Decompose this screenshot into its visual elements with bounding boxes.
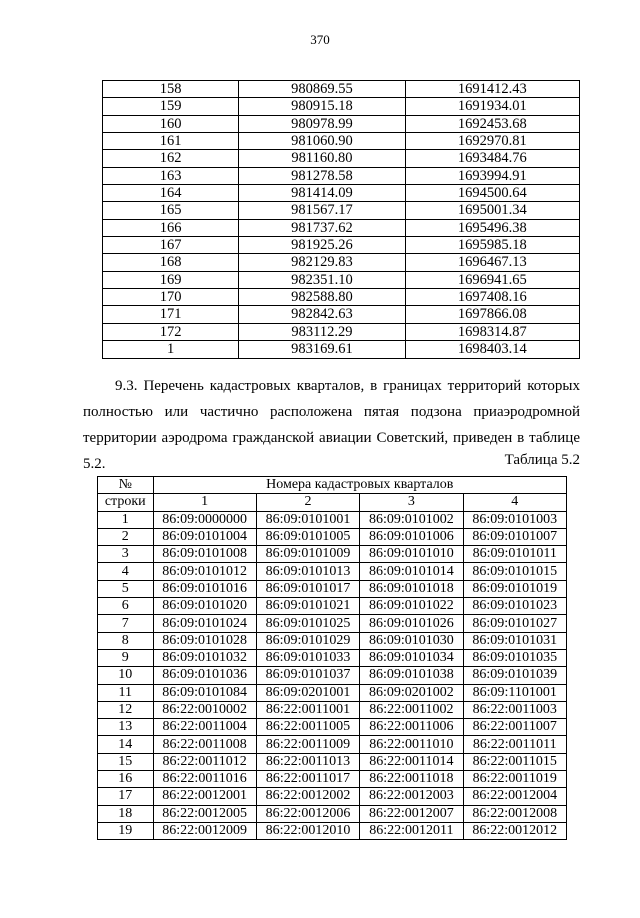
row-number: 11: [98, 684, 154, 701]
table-cell: 162: [103, 150, 239, 167]
row-number: 5: [98, 580, 154, 597]
table-cell: 86:09:0101012: [153, 563, 256, 580]
table-cell: 1692970.81: [405, 133, 579, 150]
table-cell: 1695001.34: [405, 202, 579, 219]
row-number: 15: [98, 753, 154, 770]
table-cell: 86:09:0101011: [463, 546, 566, 563]
column-number: 2: [256, 494, 359, 511]
table-cell: 1695985.18: [405, 237, 579, 254]
table-cell: 86:22:0011011: [463, 736, 566, 753]
row-number: 12: [98, 701, 154, 718]
row-number: 10: [98, 667, 154, 684]
table-cell: 86:09:0101023: [463, 598, 566, 615]
table-cell: 1696467.13: [405, 254, 579, 271]
table-cell: 86:09:0101033: [256, 649, 359, 666]
table-cell: 86:09:0101084: [153, 684, 256, 701]
row-number: 17: [98, 788, 154, 805]
table-cell: 86:22:0011018: [360, 771, 463, 788]
table-cell: 1: [103, 341, 239, 358]
table-row: [98, 632, 567, 649]
table-cell: 86:22:0010002: [153, 701, 256, 718]
table-cell: 1698314.87: [405, 323, 579, 340]
table-row: [103, 306, 580, 323]
table-cell: 86:09:0101037: [256, 667, 359, 684]
table-cell: 86:09:0101031: [463, 632, 566, 649]
column-number: 4: [463, 494, 566, 511]
table-cell: 86:09:0101030: [360, 632, 463, 649]
table-cell: 86:09:0101038: [360, 667, 463, 684]
table-row: [103, 202, 580, 219]
table-row: [98, 822, 567, 839]
table-cell: 981278.58: [239, 167, 405, 184]
table-cell: 1692453.68: [405, 115, 579, 132]
row-number: 4: [98, 563, 154, 580]
table-cell: 86:09:0101001: [256, 511, 359, 528]
table-cell: 86:22:0012008: [463, 805, 566, 822]
table-header-row: [98, 494, 567, 511]
table-cell: 86:09:0101018: [360, 580, 463, 597]
table-cell: 981060.90: [239, 133, 405, 150]
table-cell: 981737.62: [239, 219, 405, 236]
table-cell: 86:09:0101022: [360, 598, 463, 615]
table-cell: 86:22:0012010: [256, 822, 359, 839]
table-row: [103, 185, 580, 202]
table-cell: 168: [103, 254, 239, 271]
table-cell: 86:09:0000000: [153, 511, 256, 528]
table-cell: 86:09:1101001: [463, 684, 566, 701]
row-number: 18: [98, 805, 154, 822]
table-cell: 163: [103, 167, 239, 184]
table-cell: 86:09:0101019: [463, 580, 566, 597]
table-row: [103, 237, 580, 254]
table-cell: 166: [103, 219, 239, 236]
table-cell: 86:22:0011009: [256, 736, 359, 753]
row-number: 9: [98, 649, 154, 666]
table-row: [98, 736, 567, 753]
table-row: [103, 341, 580, 358]
column-number: 3: [360, 494, 463, 511]
table-cell: 86:22:0011015: [463, 753, 566, 770]
table-cell: 981414.09: [239, 185, 405, 202]
table-cell: 1696941.65: [405, 271, 579, 288]
table-cell: 86:22:0012004: [463, 788, 566, 805]
table-cell: 86:22:0011010: [360, 736, 463, 753]
table-row: [103, 81, 580, 98]
table-cell: 86:09:0101024: [153, 615, 256, 632]
table-header-row: [98, 477, 567, 494]
table-cell: 159: [103, 98, 239, 115]
table-row: [103, 323, 580, 340]
table-cell: 981925.26: [239, 237, 405, 254]
row-number: 1: [98, 511, 154, 528]
row-number: 7: [98, 615, 154, 632]
table-cell: 86:22:0011002: [360, 701, 463, 718]
table-cell: 980915.18: [239, 98, 405, 115]
table-cell: 1693484.76: [405, 150, 579, 167]
table-cell: 167: [103, 237, 239, 254]
table-cell: 982351.10: [239, 271, 405, 288]
table-cell: 86:09:0101027: [463, 615, 566, 632]
table-cell: 983112.29: [239, 323, 405, 340]
table-cell: 86:09:0101009: [256, 546, 359, 563]
table-cell: 86:09:0101005: [256, 528, 359, 545]
table-cell: 86:09:0101020: [153, 598, 256, 615]
header-num-top: №: [98, 477, 154, 494]
table-cell: 1691934.01: [405, 98, 579, 115]
table-row: [103, 254, 580, 271]
table-row: [98, 753, 567, 770]
row-number: 14: [98, 736, 154, 753]
table-cell: 86:09:0101032: [153, 649, 256, 666]
table-row: [98, 684, 567, 701]
table-cell: 86:09:0101014: [360, 563, 463, 580]
table-cell: 86:09:0101003: [463, 511, 566, 528]
page-number: 370: [310, 32, 330, 47]
table-row: [103, 115, 580, 132]
table-row: [98, 546, 567, 563]
table-cell: 86:09:0101013: [256, 563, 359, 580]
table-cell: 86:09:0101039: [463, 667, 566, 684]
table-cell: 165: [103, 202, 239, 219]
table-row: [103, 167, 580, 184]
table-cell: 86:22:0011004: [153, 719, 256, 736]
table-row: [98, 563, 567, 580]
table-cell: 86:22:0011016: [153, 771, 256, 788]
row-number: 19: [98, 822, 154, 839]
table-cell: 86:22:0011012: [153, 753, 256, 770]
table-cell: 86:22:0011008: [153, 736, 256, 753]
table-cell: 982588.80: [239, 289, 405, 306]
row-number: 13: [98, 719, 154, 736]
table-cell: 86:22:0012005: [153, 805, 256, 822]
table-cell: 86:09:0101004: [153, 528, 256, 545]
table-cell: 86:22:0011014: [360, 753, 463, 770]
table-cell: 86:09:0101026: [360, 615, 463, 632]
table-cell: 86:22:0012007: [360, 805, 463, 822]
table-cell: 981160.80: [239, 150, 405, 167]
table-cell: 164: [103, 185, 239, 202]
table-row: [103, 98, 580, 115]
table-cell: 86:22:0011019: [463, 771, 566, 788]
table-row: [98, 580, 567, 597]
table-cell: 86:22:0012009: [153, 822, 256, 839]
table-cell: 172: [103, 323, 239, 340]
table-row: [103, 133, 580, 150]
table-row: [98, 528, 567, 545]
table-cell: 86:09:0101002: [360, 511, 463, 528]
row-number: 2: [98, 528, 154, 545]
table-cell: 161: [103, 133, 239, 150]
row-number: 3: [98, 546, 154, 563]
table-cell: 86:09:0101007: [463, 528, 566, 545]
table-row: [98, 667, 567, 684]
table-cell: 160: [103, 115, 239, 132]
table-cell: 1698403.14: [405, 341, 579, 358]
table-cell: 86:22:0012002: [256, 788, 359, 805]
table-cell: 86:09:0101028: [153, 632, 256, 649]
table-cell: 158: [103, 81, 239, 98]
table-cell: 86:09:0201001: [256, 684, 359, 701]
table-cell: 86:22:0012006: [256, 805, 359, 822]
table-cell: 169: [103, 271, 239, 288]
table-row: [98, 805, 567, 822]
table-cell: 86:09:0101006: [360, 528, 463, 545]
row-number: 16: [98, 771, 154, 788]
table-cell: 86:22:0011003: [463, 701, 566, 718]
table-cell: 86:09:0101036: [153, 667, 256, 684]
table-row: [98, 701, 567, 718]
table-row: [98, 771, 567, 788]
table-cell: 86:09:0201002: [360, 684, 463, 701]
table-cell: 980978.99: [239, 115, 405, 132]
coordinates-table: [102, 80, 580, 359]
table-cell: 1694500.64: [405, 185, 579, 202]
table-cell: 980869.55: [239, 81, 405, 98]
table-cell: 1695496.38: [405, 219, 579, 236]
table-row: [98, 649, 567, 666]
table-row: [103, 289, 580, 306]
table-cell: 86:22:0012012: [463, 822, 566, 839]
table-cell: 983169.61: [239, 341, 405, 358]
table-cell: 981567.17: [239, 202, 405, 219]
table-cell: 86:22:0012003: [360, 788, 463, 805]
table-cell: 86:09:0101021: [256, 598, 359, 615]
table-caption: Таблица 5.2: [504, 452, 580, 468]
table-cell: 86:22:0011013: [256, 753, 359, 770]
table-cell: 86:09:0101016: [153, 580, 256, 597]
table-cell: 171: [103, 306, 239, 323]
table-row: [98, 598, 567, 615]
table-cell: 86:09:0101015: [463, 563, 566, 580]
table-cell: 1691412.43: [405, 81, 579, 98]
table-cell: 1693994.91: [405, 167, 579, 184]
table-cell: 1697408.16: [405, 289, 579, 306]
table-cell: 86:09:0101029: [256, 632, 359, 649]
table-cell: 86:22:0011007: [463, 719, 566, 736]
table-cell: 1697866.08: [405, 306, 579, 323]
table-cell: 86:22:0011005: [256, 719, 359, 736]
table-row: [98, 788, 567, 805]
table-cell: 86:22:0011017: [256, 771, 359, 788]
table-cell: 86:09:0101010: [360, 546, 463, 563]
table-row: [98, 719, 567, 736]
cadastral-quarters-table: [97, 476, 567, 840]
table-cell: 86:09:0101034: [360, 649, 463, 666]
table-cell: 86:09:0101025: [256, 615, 359, 632]
header-group-title: Номера кадастровых кварталов: [153, 477, 567, 494]
table-row: [103, 271, 580, 288]
paragraph-text: 9.3. Перечень кадастровых кварталов, в границах территорий которых полностью или частично расположена пятая подзона приаэродромной территории аэродрома гражданской авиации Советский, приведен в таблице 5.2.: [83, 378, 580, 472]
table-cell: 86:22:0011001: [256, 701, 359, 718]
table-cell: 982129.83: [239, 254, 405, 271]
row-number: 6: [98, 598, 154, 615]
column-number: 1: [153, 494, 256, 511]
header-num-bottom: строки: [98, 494, 154, 511]
table-row: [103, 219, 580, 236]
row-number: 8: [98, 632, 154, 649]
table-cell: 170: [103, 289, 239, 306]
table-row: [98, 511, 567, 528]
table-cell: 86:22:0012001: [153, 788, 256, 805]
table-cell: 86:22:0011006: [360, 719, 463, 736]
table-cell: 86:09:0101035: [463, 649, 566, 666]
table-cell: 982842.63: [239, 306, 405, 323]
table-row: [103, 150, 580, 167]
table-cell: 86:22:0012011: [360, 822, 463, 839]
table-row: [98, 615, 567, 632]
table-cell: 86:09:0101017: [256, 580, 359, 597]
table-cell: 86:09:0101008: [153, 546, 256, 563]
